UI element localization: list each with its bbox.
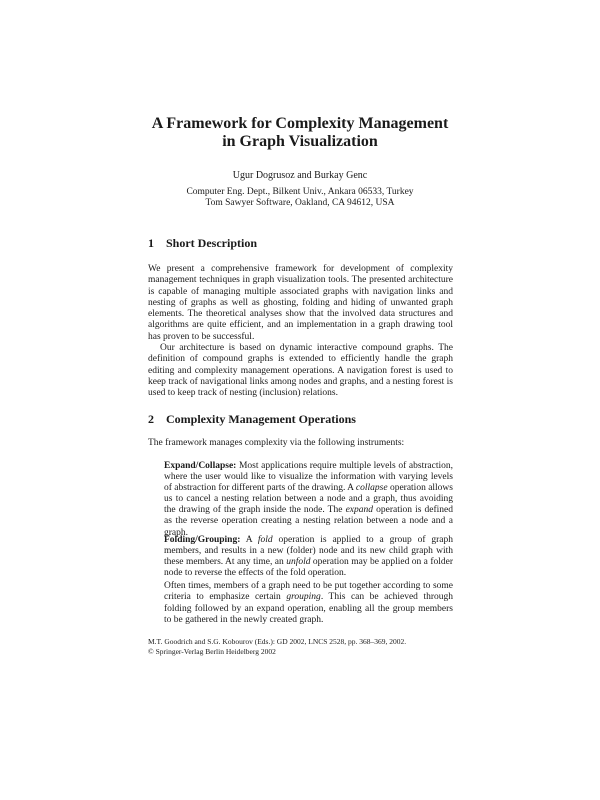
section-2-heading [148, 412, 356, 427]
footer-line-1: M.T. Goodrich and S.G. Kobourov (Eds.): GD 2002, LNCS 2528, pp. 368–369, 2002. [148, 637, 407, 646]
term-expand-collapse: Expand/Collapse: [164, 461, 237, 471]
section-1-body [148, 264, 453, 400]
footer-line-2: © Springer-Verlag Berlin Heidelberg 2002 [148, 647, 276, 656]
term-folding-grouping: Folding/Grouping: [164, 535, 241, 545]
section-2-title: Complexity Management Operations [166, 412, 356, 426]
affiliation-2: Tom Sawyer Software, Oakland, CA 94612, USA [205, 198, 395, 208]
section-1-heading [148, 236, 257, 251]
paper-authors: Ugur Dogrusoz and Burkay Genc [232, 170, 368, 181]
list-item-folding-grouping: Folding/Grouping: A fold operation is applied to a group of graph members, and results in a new (folder) node and its new child graph with these members. At any time, an unfold operation may be applied on a folder node to reverse the effects of the fold operation. Often times, members of a graph need to be put together according to some criteria to emphasize certain grouping. This can be achieved through folding followed by an expand operation, enabling all the group members to be gathered in the newly created graph. [164, 535, 453, 625]
section-2-intro: The framework manages complexity via the following instruments: [148, 438, 405, 448]
list-item-expand-collapse: Expand/Collapse: Most applications require multiple levels of abstraction, where the user would like to visualize the information with varying levels of abstraction for different parts of the drawing. A collapse operation allows us to cancel a nesting relation between a node and a graph, thus avoiding the drawing of the graph inside the node. The expand operation is defined as the reverse operation creating a nesting relation between a node and a graph. [164, 461, 454, 538]
footer-citation [148, 637, 468, 657]
section-1-title: Short Description [166, 236, 257, 250]
section-2-number: 2 [148, 412, 154, 426]
section-1-number: 1 [148, 236, 154, 250]
paper-title-line-1: A Framework for Complexity Management [151, 115, 449, 132]
affiliation-1: Computer Eng. Dept., Bilkent Univ., Ankara 06533, Turkey [186, 187, 414, 197]
section-1-paragraph-1: We present a comprehensive framework for development of complexity management techniques in graph visualization tools. The presented architecture is capable of managing multiple associated graphs with navigation links and nesting of graphs as well as ghosting, folding and hiding of unwanted graph elements. The theoretical analyses show that the involved data structures and algorithms are quite efficient, and an implementation in a graph drawing tool has proven to be successful. [148, 264, 453, 342]
section-1-paragraph-2: Our architecture is based on dynamic interactive compound graphs. The definition of compound graphs is extended to efficiently handle the graph editing and complexity management operations. A navigation forest is used to keep track of navigational links among nodes and graphs, and a nesting forest is used to keep track of nesting (inclusion) relations. [148, 343, 453, 399]
paper-title-line-2: in Graph Visualization [222, 133, 378, 150]
